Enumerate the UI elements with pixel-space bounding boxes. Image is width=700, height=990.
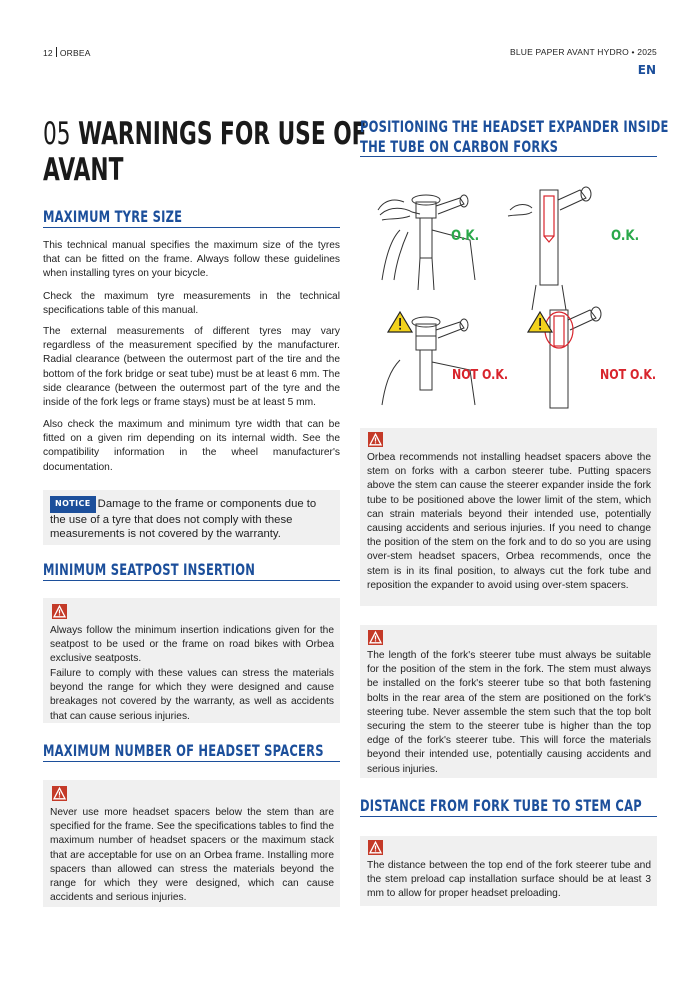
warning-icon xyxy=(52,786,67,801)
language-tag: EN xyxy=(637,63,656,77)
section-title-stem-cap: DISTANCE FROM FORK TUBE TO STEM CAP xyxy=(360,796,642,815)
page-number: 12 xyxy=(43,48,53,58)
notice-badge: NOTICE xyxy=(50,496,96,513)
notice-text: Damage to the frame or components due to the use of a tyre that does not comply with these measurements is not covered by the warranty. xyxy=(50,498,317,540)
brand-name: ORBEA xyxy=(59,48,91,58)
section-title-expander xyxy=(360,117,700,157)
chapter-number: 05 xyxy=(43,116,71,152)
section-rule xyxy=(360,156,657,157)
tyre-paragraph-1: This technical manual specifies the maximum size of the tyres that can be fitted on the frame. Always follow these guidelines when installing tyres on your bicycle. xyxy=(43,240,340,280)
expander-title-line2: THE TUBE ON CARBON FORKS xyxy=(360,137,559,156)
section-title-tyre-size: MAXIMUM TYRE SIZE xyxy=(43,207,183,226)
section-rule xyxy=(360,816,657,817)
spacers-warning-text: Never use more headset spacers below the stem than are specified for the frame. See the specifications tables to find the maximum number of headset spacers or the maximum stack that are acceptable for use on an Orbea frame. Installing more spacers than allowed can stress the materials beyond the range for which they were designed, which can cause accidents and serious injuries. xyxy=(50,807,334,904)
tyre-paragraph-2: Check the maximum tyre measurements in the technical specifications table of this manual. xyxy=(43,291,340,317)
warning-icon xyxy=(368,630,383,645)
caution-triangle-icon xyxy=(388,312,552,332)
seatpost-warning-text-1: Always follow the minimum insertion indications given for the seatpost to be used or the frame on road bikes with Orbea exclusive seatposts. xyxy=(50,625,334,665)
section-title-spacers: MAXIMUM NUMBER OF HEADSET SPACERS xyxy=(43,741,324,760)
warning-icon xyxy=(368,432,383,447)
seatpost-warning-text-2: Failure to comply with these values can stress the materials beyond the range for which they were designed and cause breakages not covered by the warranty, as well as accidents that can cause serious injuries. xyxy=(50,668,334,722)
not-ok-label-left: NOT O.K. xyxy=(452,368,509,383)
expander-warning-text-2: The length of the fork's steerer tube must always be suitable for the position of the stem in the fork. The stem must always be installed on the fork's steerer tube so that both fastening bolts in the rear area of the stem are positioned on the fork's steering tube. Never assemble the stem such that the top bolt securing the stem to the steerer tube is higher than the top edge of the fork's steerer tube. This will force the materials beyond their intended use, potentially causing accidents and serious injuries. xyxy=(367,650,651,775)
warning-icon xyxy=(52,604,67,619)
notice-content xyxy=(50,496,334,542)
expander-title-line1: POSITIONING THE HEADSET EXPANDER INSIDE xyxy=(360,117,669,136)
section-rule xyxy=(43,580,340,581)
ok-label-right: O.K. xyxy=(611,228,640,244)
page-header-left xyxy=(43,47,91,58)
tyre-paragraph-4: Also check the maximum and minimum tyre width that can be fitted on a given rim depending on its internal width. See the compatibility information in the wheel manufacturer's documentation. xyxy=(43,419,340,473)
section-rule xyxy=(43,227,340,228)
tyre-paragraph-3: The external measurements of different tyres may vary regardless of the measurement specified by the manufacturer. Radial clearance (between the outermost part of the tire and the bottom of the fork bridge or seat tube) must be at least 6 mm. The side clearance (between the outermost part of the tyre and the inside of the fork legs or frame stays) must be at least 5 mm. xyxy=(43,326,340,409)
chapter-title-line2: AVANT xyxy=(43,152,124,188)
stemcap-warning-text: The distance between the top end of the fork steerer tube and the stem preload cap installation surface should be at least 3 mm to allow for proper headset preloading. xyxy=(367,860,651,900)
section-rule xyxy=(43,761,340,762)
document-title: BLUE PAPER AVANT HYDRO • 2025 xyxy=(509,47,657,57)
warning-icon xyxy=(368,840,383,855)
not-ok-label-right: NOT O.K. xyxy=(600,368,657,383)
chapter-title-line1: WARNINGS FOR USE OF xyxy=(78,116,367,152)
section-title-seatpost: MINIMUM SEATPOST INSERTION xyxy=(43,560,256,579)
expander-warning-text-1: Orbea recommends not installing headset spacers above the stem on forks with a carbon steerer tube. Putting spacers above the stem can cause the steerer expander inside the fork tube to be positioned above the lower limit of the stem, which can strain materials beyond their intended use, potentially causing accidents and serious injuries. If you need to change the position of the stem on the fork and to do so you are using over-stem headset spacers, Orbea recommends, once the stem is in its final position, to always cut the fork tube and reposition the expander to avoid using over-stem spacers. xyxy=(367,452,651,591)
ok-label-left: O.K. xyxy=(451,228,480,244)
